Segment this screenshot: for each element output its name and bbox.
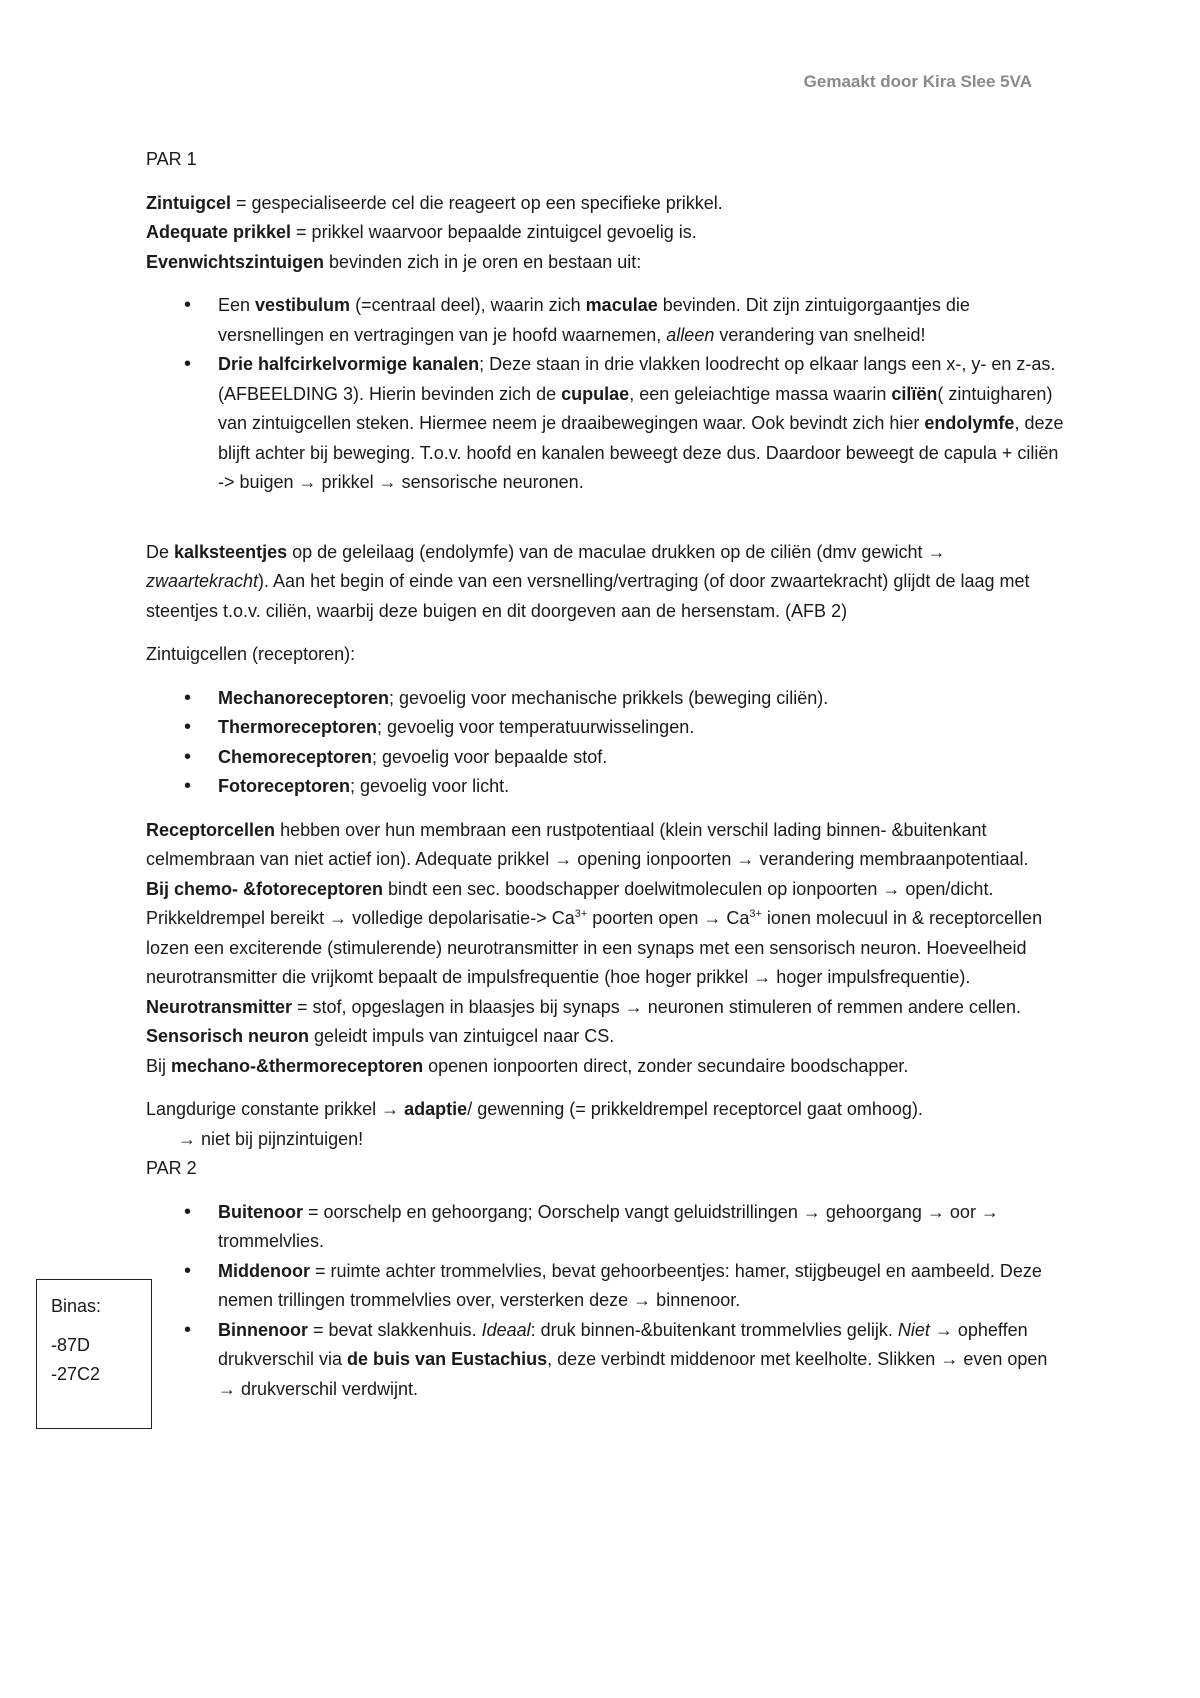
notes-body xyxy=(146,145,1066,1404)
list-item-binnenoor: • Binnenoor = bevat slakkenhuis. Ideaal: druk binnen-&buitenkant trommelvlies gelijk. Niet → opheffen drukverschil via de buis van Eustachius, deze verbindt middenoor met keelholte. Slikken → even open → drukverschil verdwijnt. xyxy=(146,1316,1066,1405)
note-pijnzintuigen: → niet bij pijnzintuigen! xyxy=(178,1128,364,1149)
paragraph-kalksteentjes: De kalksteentjes op de geleilaag (endolymfe) van de maculae drukken op de ciliën (dmv gewicht → zwaartekracht). Aan het begin of einde van een versnelling/vertraging (of door zwaartekracht) glijdt de laag met steentjes t.o.v. ciliën, waarbij deze buigen en dit doorgeven aan de hersenstam. (AFB 2) xyxy=(146,541,1030,621)
definition-evenwichtszintuigen: Evenwichtszintuigen bevinden zich in je oren en bestaan uit: xyxy=(146,251,642,272)
list-item: • Chemoreceptoren; gevoelig voor bepaalde stof. xyxy=(146,743,1066,773)
binas-reference-box xyxy=(36,1279,152,1429)
paragraph-receptorcellen: Receptorcellen hebben over hun membraan een rustpotentiaal (klein verschil lading binnen- &buitenkant celmembraan van niet actief ion). Adequate prikkel → opening ionpoorten → verandering membraanpotentiaal. xyxy=(146,819,1029,869)
receptors-intro: Zintuigcellen (receptoren): xyxy=(146,644,356,664)
list-item-vestibulum: • Een vestibulum (=centraal deel), waarin zich maculae bevinden. Dit zijn zintuigorgaantjes die versnellingen en vertragingen van je hoofd waarnemen, alleen verandering van snelheid! xyxy=(146,291,1066,350)
section-heading-par2: PAR 2 xyxy=(146,1158,197,1178)
list-item: • Mechanoreceptoren; gevoelig voor mechanische prikkels (beweging ciliën). xyxy=(146,684,1066,714)
binas-ref: -27C2 xyxy=(51,1364,101,1384)
list-item: • Thermoreceptoren; gevoelig voor temperatuurwisselingen. xyxy=(146,713,1066,743)
oor-list xyxy=(146,1198,1066,1405)
binas-title: Binas: xyxy=(51,1296,102,1316)
definition-zintuigcel: Zintuigcel = gespecialiseerde cel die reageert op een specifieke prikkel. xyxy=(146,192,723,213)
receptor-list xyxy=(146,684,1066,802)
paragraph-adaptie: Langdurige constante prikkel → adaptie/ gewenning (= prikkeldrempel receptorcel gaat omhoog). xyxy=(146,1099,923,1119)
definition-adequate-prikkel: Adequate prikkel = prikkel waarvoor bepaalde zintuigcel gevoelig is. xyxy=(146,222,697,242)
list-item-middenoor: • Middenoor = ruimte achter trommelvlies, bevat gehoorbeentjes: hamer, stijgbeugel en aambeeld. Deze nemen trillingen trommelvlies over, versterken deze → binnenoor. xyxy=(146,1257,1066,1316)
paragraph-chemo-foto: Bij chemo- &fotoreceptoren bindt een sec. boodschapper doelwitmoleculen op ionpoorten → open/dicht. Prikkeldrempel bereikt → volledige depolarisatie-> $Ca^{3+}$ poorten open → $Ca^{3+}$ ionen molecuul in & receptorcellen lozen een exciterende (stimulerende) neurotransmitter in een synaps met een sensorisch neuron. Hoeveelheid neurotransmitter die vrijkomt bepaalt de impulsfrequentie (hoe hoger prikkel → hoger impulsfrequentie). Neurotransmitter = stof, opgeslagen in blaasjes bij synaps → neuronen stimuleren of remmen andere cellen. Sensorisch neuron geleidt impuls van zintuigcel naar CS. xyxy=(146,878,1043,1046)
evenwicht-list xyxy=(146,291,1066,498)
list-item-kanalen: • Drie halfcirkelvormige kanalen; Deze staan in drie vlakken loodrecht op elkaar langs een x-, y- en z-as. (AFBEELDING 3). Hierin bevinden zich de cupulae, een geleiachtige massa waarin cilïën( zintuigharen) van zintuigcellen steken. Hiermee neem je draaibewegingen waar. Ook bevindt zich hier endolymfe, deze blijft achter bij beweging. T.o.v. hoofd en kanalen beweegt deze dus. Daardoor beweegt de capula + ciliën -> buigen → prikkel → sensorische neuronen. xyxy=(146,350,1066,498)
binas-ref: -87D xyxy=(51,1335,91,1355)
list-item-buitenoor: • Buitenoor = oorschelp en gehoorgang; Oorschelp vangt geluidstrillingen → gehoorgang → oor → trommelvlies. xyxy=(146,1198,1066,1257)
section-heading-par1: PAR 1 xyxy=(146,149,197,169)
list-item: • Fotoreceptoren; gevoelig voor licht. xyxy=(146,772,1066,802)
paragraph-mechano-thermo: Bij mechano-&thermoreceptoren openen ionpoorten direct, zonder secundaire boodschapper. xyxy=(146,1055,909,1076)
author-header: Gemaakt door Kira Slee 5VA xyxy=(803,72,1032,91)
